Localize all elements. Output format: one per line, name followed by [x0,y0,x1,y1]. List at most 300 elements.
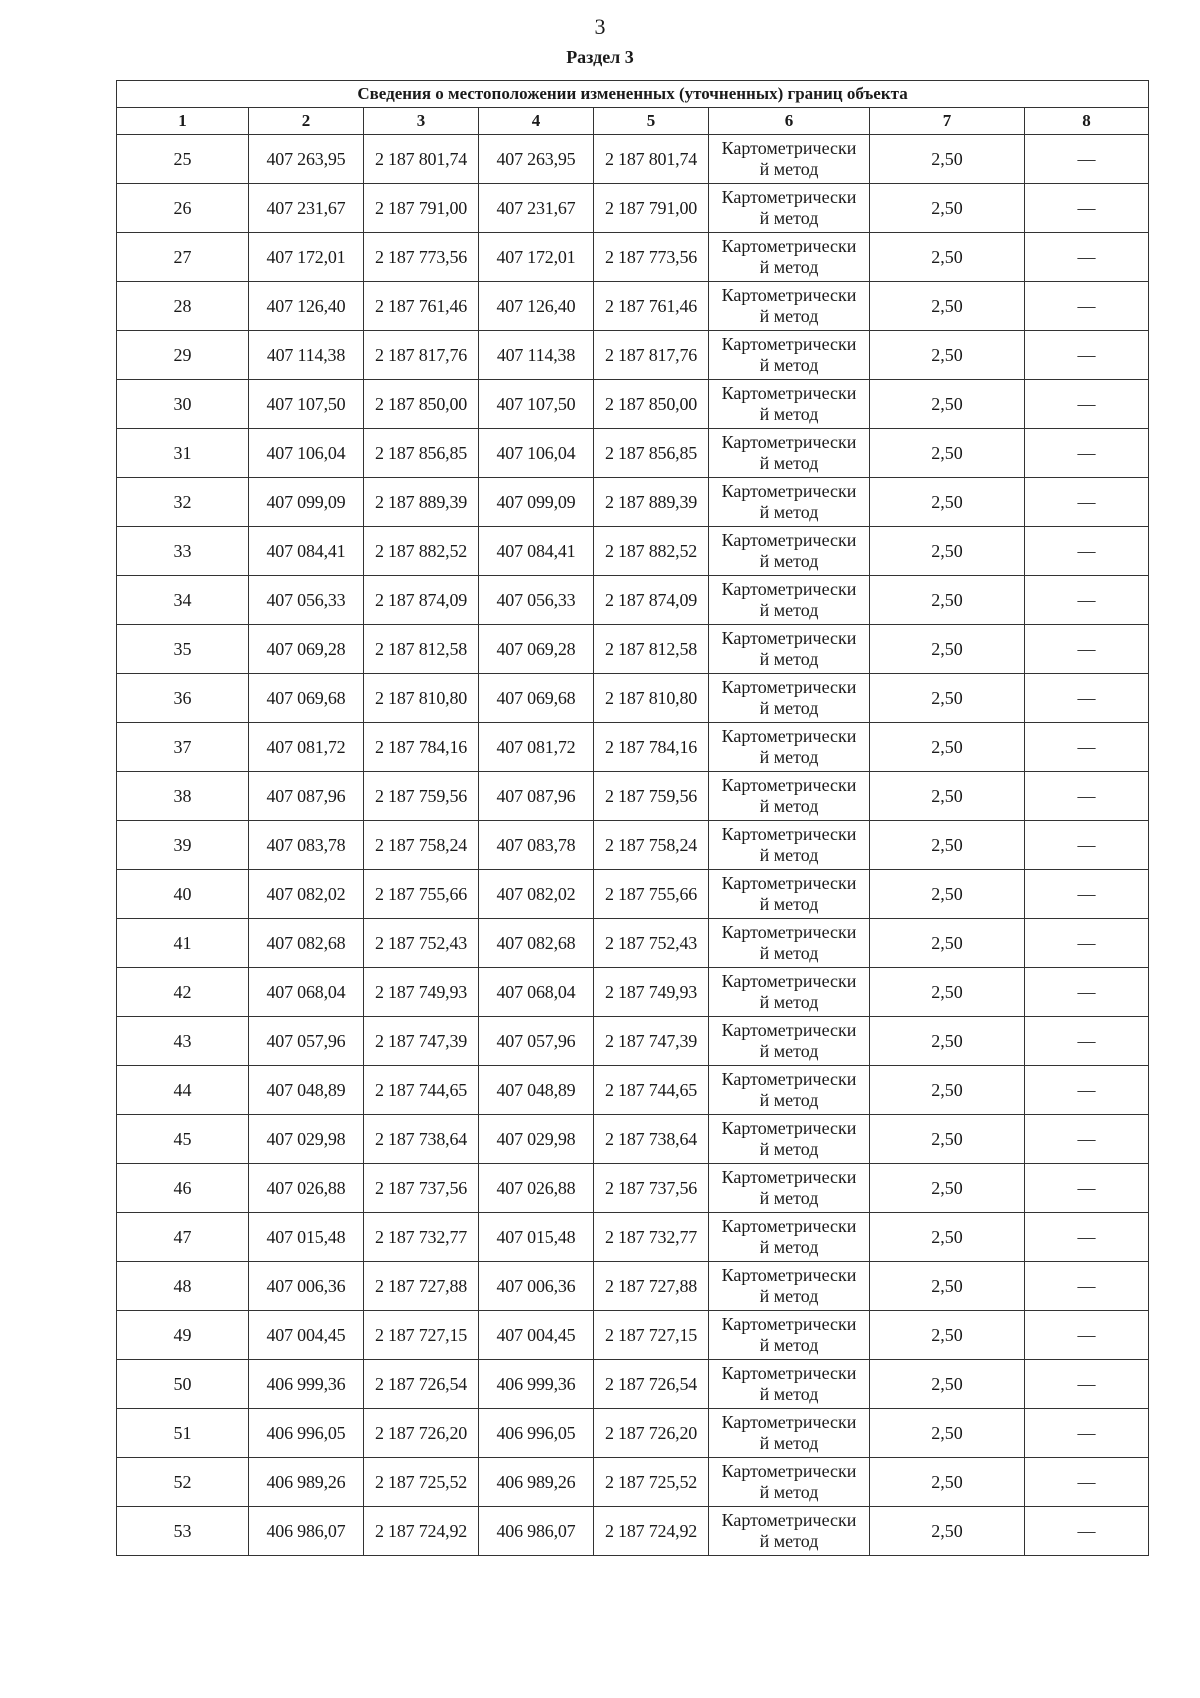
existing-x-cell: 406 996,05 [249,1409,364,1458]
description-cell: — [1025,1311,1149,1360]
method-text-line-2: й метод [759,1286,819,1306]
accuracy-cell: 2,50 [870,184,1025,233]
accuracy-cell: 2,50 [870,1164,1025,1213]
table-caption: Сведения о местоположении измененных (уточненных) границ объекта [117,81,1149,108]
point-number-cell: 48 [117,1262,249,1311]
existing-y-cell: 2 187 889,39 [364,478,479,527]
method-cell [709,1066,870,1115]
existing-y-cell: 2 187 850,00 [364,380,479,429]
accuracy-cell: 2,50 [870,919,1025,968]
accuracy-cell: 2,50 [870,527,1025,576]
existing-y-cell: 2 187 773,56 [364,233,479,282]
method-cell [709,478,870,527]
description-cell: — [1025,674,1149,723]
accuracy-cell: 2,50 [870,576,1025,625]
existing-x-cell: 407 015,48 [249,1213,364,1262]
existing-x-cell: 407 069,68 [249,674,364,723]
point-number-cell: 47 [117,1213,249,1262]
existing-x-cell: 407 114,38 [249,331,364,380]
refined-y-cell: 2 187 732,77 [594,1213,709,1262]
description-cell: — [1025,1213,1149,1262]
description-cell: — [1025,1507,1149,1556]
refined-x-cell: 406 999,36 [479,1360,594,1409]
refined-x-cell: 407 069,28 [479,625,594,674]
refined-x-cell: 407 082,02 [479,870,594,919]
method-text-line-2: й метод [759,1090,819,1110]
refined-x-cell: 407 172,01 [479,233,594,282]
existing-x-cell: 407 231,67 [249,184,364,233]
refined-y-cell: 2 187 738,64 [594,1115,709,1164]
accuracy-cell: 2,50 [870,282,1025,331]
refined-y-cell: 2 187 726,20 [594,1409,709,1458]
point-number-cell: 39 [117,821,249,870]
method-text-line-2: й метод [759,1237,819,1257]
description-cell: — [1025,331,1149,380]
refined-x-cell: 407 114,38 [479,331,594,380]
table-row [117,968,1149,1017]
accuracy-cell: 2,50 [870,380,1025,429]
refined-x-cell: 407 106,04 [479,429,594,478]
table-row [117,1164,1149,1213]
method-text-line-1: Картометрически [721,824,857,844]
existing-y-cell: 2 187 810,80 [364,674,479,723]
existing-x-cell: 407 082,68 [249,919,364,968]
refined-y-cell: 2 187 791,00 [594,184,709,233]
table-row [117,184,1149,233]
method-text-line-1: Картометрически [721,1265,857,1285]
column-header: 1 [117,108,249,135]
description-cell: — [1025,1017,1149,1066]
refined-x-cell: 407 107,50 [479,380,594,429]
table-row [117,1017,1149,1066]
description-cell: — [1025,1360,1149,1409]
existing-x-cell: 407 057,96 [249,1017,364,1066]
method-cell [709,1115,870,1164]
description-cell: — [1025,1164,1149,1213]
refined-y-cell: 2 187 726,54 [594,1360,709,1409]
accuracy-cell: 2,50 [870,1262,1025,1311]
method-text-line-2: й метод [759,1188,819,1208]
description-cell: — [1025,625,1149,674]
existing-y-cell: 2 187 738,64 [364,1115,479,1164]
accuracy-cell: 2,50 [870,821,1025,870]
method-text-line-1: Картометрически [721,1412,857,1432]
existing-x-cell: 407 106,04 [249,429,364,478]
method-text-line-1: Картометрически [721,1167,857,1187]
description-cell: — [1025,380,1149,429]
table-row [117,1507,1149,1556]
refined-y-cell: 2 187 882,52 [594,527,709,576]
point-number-cell: 35 [117,625,249,674]
existing-x-cell: 407 081,72 [249,723,364,772]
existing-x-cell: 407 069,28 [249,625,364,674]
method-text-line-2: й метод [759,796,819,816]
table-row [117,478,1149,527]
refined-y-cell: 2 187 801,74 [594,135,709,184]
table-row [117,1311,1149,1360]
refined-y-cell: 2 187 727,88 [594,1262,709,1311]
refined-x-cell: 407 057,96 [479,1017,594,1066]
section-title: Раздел 3 [566,47,634,67]
method-text-line-1: Картометрически [721,1216,857,1236]
table-row [117,870,1149,919]
refined-y-cell: 2 187 856,85 [594,429,709,478]
refined-x-cell: 407 006,36 [479,1262,594,1311]
method-cell [709,674,870,723]
existing-x-cell: 407 006,36 [249,1262,364,1311]
refined-y-cell: 2 187 755,66 [594,870,709,919]
existing-y-cell: 2 187 755,66 [364,870,479,919]
refined-x-cell: 407 084,41 [479,527,594,576]
method-text-line-1: Картометрически [721,481,857,501]
table-body [117,135,1149,1556]
existing-y-cell: 2 187 874,09 [364,576,479,625]
method-cell [709,233,870,282]
existing-y-cell: 2 187 732,77 [364,1213,479,1262]
method-text-line-2: й метод [759,404,819,424]
description-cell: — [1025,135,1149,184]
point-number-cell: 45 [117,1115,249,1164]
table-row [117,233,1149,282]
description-cell: — [1025,1115,1149,1164]
description-cell: — [1025,1262,1149,1311]
method-text-line-2: й метод [759,894,819,914]
accuracy-cell: 2,50 [870,1115,1025,1164]
existing-y-cell: 2 187 758,24 [364,821,479,870]
column-header: 2 [249,108,364,135]
refined-y-cell: 2 187 812,58 [594,625,709,674]
existing-y-cell: 2 187 744,65 [364,1066,479,1115]
refined-x-cell: 407 231,67 [479,184,594,233]
existing-y-cell: 2 187 761,46 [364,282,479,331]
method-text-line-1: Картометрически [721,138,857,158]
description-cell: — [1025,968,1149,1017]
method-text-line-2: й метод [759,1482,819,1502]
table-row [117,331,1149,380]
method-cell [709,1164,870,1213]
table-row [117,821,1149,870]
method-text-line-1: Картометрически [721,1314,857,1334]
point-number-cell: 46 [117,1164,249,1213]
accuracy-cell: 2,50 [870,1311,1025,1360]
existing-x-cell: 407 048,89 [249,1066,364,1115]
method-text-line-1: Картометрически [721,236,857,256]
refined-x-cell: 407 004,45 [479,1311,594,1360]
method-text-line-1: Картометрически [721,922,857,942]
point-number-cell: 51 [117,1409,249,1458]
method-text-line-2: й метод [759,698,819,718]
refined-x-cell: 407 087,96 [479,772,594,821]
accuracy-cell: 2,50 [870,429,1025,478]
method-text-line-1: Картометрически [721,530,857,550]
method-cell [709,1262,870,1311]
method-cell [709,625,870,674]
accuracy-cell: 2,50 [870,331,1025,380]
existing-y-cell: 2 187 812,58 [364,625,479,674]
refined-y-cell: 2 187 727,15 [594,1311,709,1360]
method-text-line-1: Картометрически [721,775,857,795]
table-row [117,576,1149,625]
existing-x-cell: 406 989,26 [249,1458,364,1507]
method-text-line-2: й метод [759,355,819,375]
method-cell [709,1017,870,1066]
method-text-line-1: Картометрически [721,579,857,599]
refined-x-cell: 407 056,33 [479,576,594,625]
refined-x-cell: 407 026,88 [479,1164,594,1213]
description-cell: — [1025,772,1149,821]
method-text-line-2: й метод [759,453,819,473]
point-number-cell: 42 [117,968,249,1017]
method-text-line-2: й метод [759,257,819,277]
description-cell: — [1025,478,1149,527]
accuracy-cell: 2,50 [870,625,1025,674]
method-cell [709,1458,870,1507]
method-text-line-1: Картометрически [721,1461,857,1481]
refined-y-cell: 2 187 752,43 [594,919,709,968]
existing-x-cell: 407 056,33 [249,576,364,625]
method-text-line-2: й метод [759,502,819,522]
table-row [117,919,1149,968]
existing-y-cell: 2 187 784,16 [364,723,479,772]
existing-x-cell: 406 999,36 [249,1360,364,1409]
refined-y-cell: 2 187 724,92 [594,1507,709,1556]
existing-x-cell: 407 107,50 [249,380,364,429]
column-header: 3 [364,108,479,135]
method-text-line-1: Картометрически [721,726,857,746]
table-row [117,1360,1149,1409]
accuracy-cell: 2,50 [870,772,1025,821]
refined-x-cell: 407 068,04 [479,968,594,1017]
existing-y-cell: 2 187 726,54 [364,1360,479,1409]
description-cell: — [1025,233,1149,282]
method-cell [709,772,870,821]
refined-x-cell: 407 029,98 [479,1115,594,1164]
table-row [117,1066,1149,1115]
refined-y-cell: 2 187 744,65 [594,1066,709,1115]
method-text-line-1: Картометрически [721,1363,857,1383]
existing-y-cell: 2 187 749,93 [364,968,479,1017]
description-cell: — [1025,527,1149,576]
point-number-cell: 27 [117,233,249,282]
description-cell: — [1025,919,1149,968]
existing-x-cell: 407 029,98 [249,1115,364,1164]
existing-y-cell: 2 187 752,43 [364,919,479,968]
refined-y-cell: 2 187 759,56 [594,772,709,821]
method-text-line-2: й метод [759,943,819,963]
description-cell: — [1025,723,1149,772]
existing-y-cell: 2 187 724,92 [364,1507,479,1556]
point-number-cell: 34 [117,576,249,625]
refined-x-cell: 406 989,26 [479,1458,594,1507]
point-number-cell: 43 [117,1017,249,1066]
description-cell: — [1025,184,1149,233]
method-text-line-1: Картометрически [721,1118,857,1138]
method-text-line-2: й метод [759,845,819,865]
existing-y-cell: 2 187 725,52 [364,1458,479,1507]
table-row [117,674,1149,723]
refined-y-cell: 2 187 784,16 [594,723,709,772]
existing-x-cell: 407 263,95 [249,135,364,184]
method-cell [709,527,870,576]
point-number-cell: 49 [117,1311,249,1360]
column-header: 7 [870,108,1025,135]
method-text-line-2: й метод [759,306,819,326]
method-text-line-2: й метод [759,551,819,571]
point-number-cell: 33 [117,527,249,576]
method-cell [709,380,870,429]
method-cell [709,919,870,968]
column-header: 8 [1025,108,1149,135]
existing-y-cell: 2 187 737,56 [364,1164,479,1213]
point-number-cell: 52 [117,1458,249,1507]
existing-y-cell: 2 187 882,52 [364,527,479,576]
existing-x-cell: 407 068,04 [249,968,364,1017]
method-cell [709,1507,870,1556]
accuracy-cell: 2,50 [870,1360,1025,1409]
existing-y-cell: 2 187 727,15 [364,1311,479,1360]
method-text-line-2: й метод [759,1139,819,1159]
point-number-cell: 32 [117,478,249,527]
table-row [117,1458,1149,1507]
method-text-line-2: й метод [759,1041,819,1061]
refined-x-cell: 407 048,89 [479,1066,594,1115]
table-row [117,1213,1149,1262]
accuracy-cell: 2,50 [870,723,1025,772]
refined-y-cell: 2 187 874,09 [594,576,709,625]
method-text-line-1: Картометрически [721,383,857,403]
refined-y-cell: 2 187 761,46 [594,282,709,331]
refined-x-cell: 407 099,09 [479,478,594,527]
method-cell [709,282,870,331]
description-cell: — [1025,1409,1149,1458]
refined-y-cell: 2 187 725,52 [594,1458,709,1507]
table-header-row [117,108,1149,135]
description-cell: — [1025,1066,1149,1115]
accuracy-cell: 2,50 [870,1213,1025,1262]
existing-y-cell: 2 187 791,00 [364,184,479,233]
method-text-line-1: Картометрически [721,873,857,893]
table-row [117,282,1149,331]
method-text-line-1: Картометрически [721,334,857,354]
point-number-cell: 40 [117,870,249,919]
method-text-line-2: й метод [759,159,819,179]
existing-y-cell: 2 187 727,88 [364,1262,479,1311]
table-row [117,527,1149,576]
point-number-cell: 53 [117,1507,249,1556]
point-number-cell: 50 [117,1360,249,1409]
existing-y-cell: 2 187 759,56 [364,772,479,821]
method-text-line-1: Картометрически [721,1510,857,1530]
method-cell [709,429,870,478]
existing-x-cell: 406 986,07 [249,1507,364,1556]
method-cell [709,1360,870,1409]
table-row [117,723,1149,772]
method-text-line-2: й метод [759,992,819,1012]
existing-x-cell: 407 082,02 [249,870,364,919]
existing-x-cell: 407 084,41 [249,527,364,576]
method-cell [709,331,870,380]
column-header: 5 [594,108,709,135]
method-text-line-1: Картометрически [721,432,857,452]
refined-x-cell: 407 015,48 [479,1213,594,1262]
description-cell: — [1025,429,1149,478]
accuracy-cell: 2,50 [870,870,1025,919]
description-cell: — [1025,870,1149,919]
refined-y-cell: 2 187 810,80 [594,674,709,723]
refined-x-cell: 407 083,78 [479,821,594,870]
method-text-line-1: Картометрически [721,285,857,305]
refined-y-cell: 2 187 889,39 [594,478,709,527]
point-number-cell: 31 [117,429,249,478]
refined-y-cell: 2 187 773,56 [594,233,709,282]
refined-x-cell: 407 082,68 [479,919,594,968]
point-number-cell: 37 [117,723,249,772]
method-text-line-2: й метод [759,1433,819,1453]
method-cell [709,1409,870,1458]
existing-y-cell: 2 187 726,20 [364,1409,479,1458]
point-number-cell: 28 [117,282,249,331]
point-number-cell: 41 [117,919,249,968]
accuracy-cell: 2,50 [870,1458,1025,1507]
accuracy-cell: 2,50 [870,1507,1025,1556]
accuracy-cell: 2,50 [870,1017,1025,1066]
method-cell [709,576,870,625]
existing-x-cell: 407 004,45 [249,1311,364,1360]
method-text-line-1: Картометрически [721,1069,857,1089]
point-number-cell: 29 [117,331,249,380]
method-cell [709,968,870,1017]
accuracy-cell: 2,50 [870,1066,1025,1115]
method-text-line-1: Картометрически [721,971,857,991]
method-text-line-2: й метод [759,649,819,669]
method-text-line-2: й метод [759,1384,819,1404]
point-number-cell: 26 [117,184,249,233]
method-cell [709,821,870,870]
method-cell [709,1311,870,1360]
refined-y-cell: 2 187 850,00 [594,380,709,429]
refined-x-cell: 406 996,05 [479,1409,594,1458]
existing-x-cell: 407 083,78 [249,821,364,870]
existing-x-cell: 407 099,09 [249,478,364,527]
refined-x-cell: 407 263,95 [479,135,594,184]
method-text-line-1: Картометрически [721,628,857,648]
point-number-cell: 36 [117,674,249,723]
existing-y-cell: 2 187 801,74 [364,135,479,184]
refined-x-cell: 407 069,68 [479,674,594,723]
method-text-line-2: й метод [759,208,819,228]
refined-y-cell: 2 187 749,93 [594,968,709,1017]
existing-x-cell: 407 087,96 [249,772,364,821]
accuracy-cell: 2,50 [870,674,1025,723]
table-row [117,1409,1149,1458]
table-row [117,429,1149,478]
existing-y-cell: 2 187 856,85 [364,429,479,478]
table-row [117,1262,1149,1311]
description-cell: — [1025,282,1149,331]
description-cell: — [1025,576,1149,625]
accuracy-cell: 2,50 [870,233,1025,282]
method-cell [709,184,870,233]
accuracy-cell: 2,50 [870,968,1025,1017]
existing-y-cell: 2 187 817,76 [364,331,479,380]
refined-y-cell: 2 187 737,56 [594,1164,709,1213]
page-number: 3 [594,14,606,39]
refined-x-cell: 406 986,07 [479,1507,594,1556]
table-row [117,772,1149,821]
point-number-cell: 30 [117,380,249,429]
point-number-cell: 44 [117,1066,249,1115]
accuracy-cell: 2,50 [870,1409,1025,1458]
